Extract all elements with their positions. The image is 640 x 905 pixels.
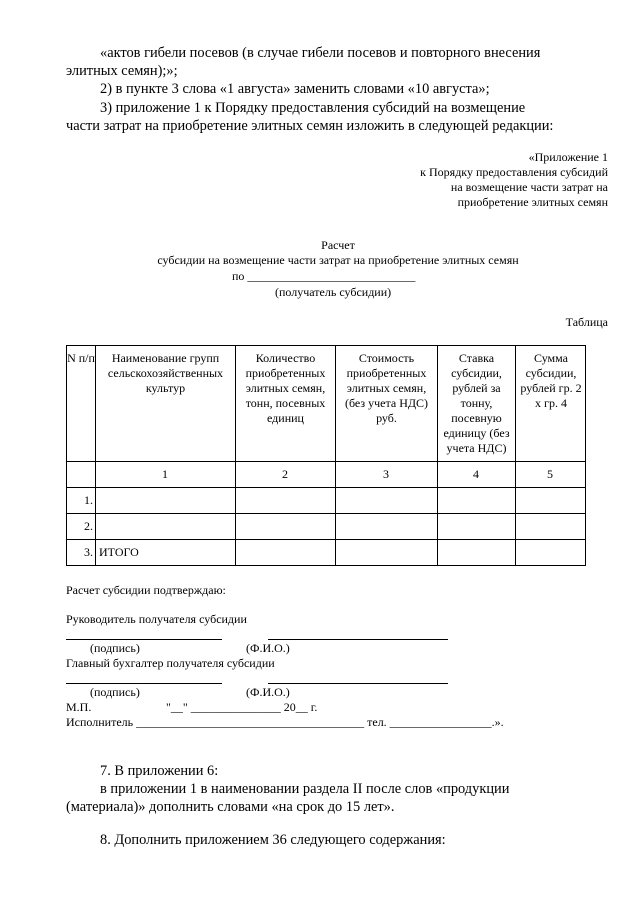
- table-col-divider: [515, 346, 516, 565]
- confirm-label: Расчет субсидии подтверждаю:: [66, 583, 226, 597]
- column-number: 4: [473, 467, 479, 481]
- column-number: 2: [282, 467, 288, 481]
- item-7-text-line-2: (материала)» дополнить словами «на срок до 15 лет».: [66, 799, 395, 815]
- recipient-line: по ____________________________: [232, 269, 416, 283]
- signature-line: [66, 683, 222, 684]
- head-label: Руководитель получателя субсидии: [66, 612, 247, 626]
- executor-line: Исполнитель ______________________________________ тел. _________________.».: [66, 715, 504, 729]
- intro-line-1: «актов гибели посевов (в случае гибели посевов и повторного внесения: [100, 45, 541, 61]
- header-rate: Ставка субсидии, рублей за тонну, посевную единицу (без учета НДС): [443, 351, 510, 455]
- table-label: Таблица: [565, 315, 608, 329]
- header-crop-group: Наименование групп сельскохозяйственных культур: [107, 351, 224, 395]
- item-8: 8. Дополнить приложением 36 следующего содержания:: [100, 832, 446, 848]
- column-number: 3: [383, 467, 389, 481]
- table-row-divider: [67, 487, 585, 488]
- fio-caption-2: (Ф.И.О.): [246, 685, 290, 699]
- table-row-divider: [67, 539, 585, 540]
- header-quantity: Количество приобретенных элитных семян, тонн, посевных единиц: [245, 351, 326, 425]
- appendix-header-line-2: к Порядку предоставления субсидий: [420, 165, 608, 179]
- stamp-place: М.П.: [66, 700, 92, 714]
- subsidy-table: [66, 345, 586, 566]
- sign-caption-1: (подпись): [90, 641, 140, 655]
- item-7-text-line-1: в приложении 1 в наименовании раздела II после слов «продукции: [100, 781, 510, 797]
- fio-line: [268, 683, 448, 684]
- total-row-label: ИТОГО: [99, 545, 139, 559]
- header-cost: Стоимость приобретенных элитных семян, (без учета НДС) руб.: [344, 351, 429, 425]
- signature-line: [66, 639, 222, 640]
- row-number: 2.: [84, 519, 93, 533]
- intro-item-3-line-1: 3) приложение 1 к Порядку предоставления субсидий на возмещение: [100, 100, 526, 116]
- appendix-header-line-4: приобретение элитных семян: [457, 195, 608, 209]
- appendix-header-line-1: «Приложение 1: [528, 150, 608, 164]
- recipient-caption: (получатель субсидии): [275, 285, 392, 299]
- fio-line: [268, 639, 448, 640]
- column-number: 5: [547, 467, 553, 481]
- intro-item-2: 2) в пункте 3 слова «1 августа» заменить словами «10 августа»;: [100, 81, 490, 97]
- sign-caption-2: (подпись): [90, 685, 140, 699]
- intro-line-2: элитных семян);»;: [66, 63, 178, 79]
- row-number: 3.: [84, 545, 93, 559]
- appendix-header-line-3: на возмещение части затрат на: [450, 180, 608, 194]
- fio-caption-1: (Ф.И.О.): [246, 641, 290, 655]
- table-row-divider: [67, 461, 585, 462]
- table-col-divider: [95, 346, 96, 565]
- table-col-divider: [235, 346, 236, 565]
- accountant-label: Главный бухгалтер получателя субсидии: [66, 656, 275, 670]
- header-num: N п/п: [67, 351, 95, 365]
- header-sum: Сумма субсидии, рублей гр. 2 х гр. 4: [520, 351, 582, 410]
- form-subtitle: субсидии на возмещение части затрат на приобретение элитных семян: [157, 253, 519, 267]
- column-number: 1: [162, 467, 168, 481]
- intro-item-3-line-2: части затрат на приобретение элитных семян изложить в следующей редакции:: [66, 118, 554, 134]
- item-7: 7. В приложении 6:: [100, 763, 219, 779]
- table-row-divider: [67, 513, 585, 514]
- date-line: "__" _______________ 20__ г.: [166, 700, 318, 714]
- form-title: Расчет: [321, 238, 355, 252]
- table-col-divider: [437, 346, 438, 565]
- table-col-divider: [335, 346, 336, 565]
- row-number: 1.: [84, 493, 93, 507]
